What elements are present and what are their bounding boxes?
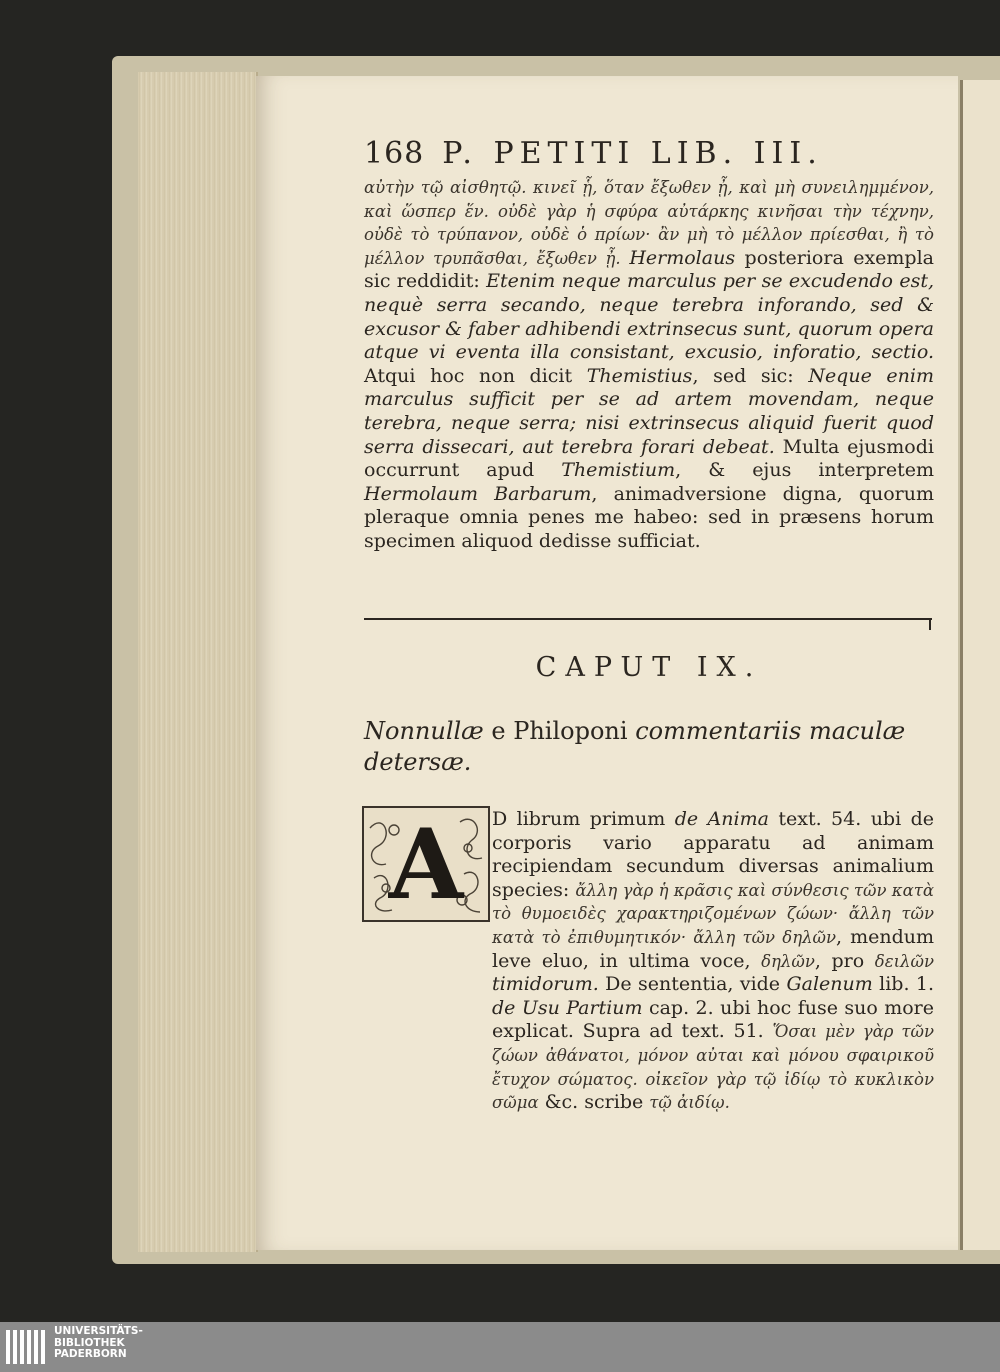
running-head (364, 136, 884, 171)
library-name-line-1: UNIVERSITÄTS- (54, 1325, 143, 1337)
paragraph1-run-10: , & ejus interpretem (675, 459, 935, 482)
paragraph1-run-1: Hermolaus (629, 246, 736, 269)
initial-letter: A (388, 808, 464, 921)
paragraph2-run-5: δηλῶν (761, 951, 815, 971)
paragraph2-run-7: δειλῶν (874, 951, 934, 971)
chapter_heading-run-2: commentariis maculæ detersæ. (364, 717, 906, 776)
paragraph-1 (364, 176, 934, 554)
paragraph2-run-3: ἄλλη γὰρ ἡ κρᾶσις καὶ σύνθεσις τῶν κατὰ τὸ θυμοειδὲς χαρακτηριζομένων ζώων· ἄλλη τῶν κατὰ τὸ ἐπιθυμητικόν· ἄλλη τῶν δηλῶν (492, 880, 935, 947)
library-name-line-3: PADERBORN (54, 1348, 127, 1360)
paragraph-2 (364, 808, 934, 1115)
paragraph2-run-2: text. 54. ubi de corporis vario apparatu ad animam recipiendam secundum diversas animalium species: (492, 808, 934, 901)
chapter_heading-run-1: e Philoponi (483, 717, 636, 745)
chapter-heading (364, 716, 934, 778)
paragraph1-run-9: Themistium (561, 459, 676, 482)
library-name-line-2: BIBLIOTHEK (54, 1336, 125, 1349)
paragraph2-run-4: , mendum leve eluo, in ultima voce, (492, 925, 934, 972)
paragraph2-run-6: , pro (814, 949, 875, 972)
paragraph2-run-15: Ὅσαι μὲν γὰρ τῶν ζώων ἀθάνατοι, μόνον αὐται καὶ μόνου σφαιρικοῦ ἔτυχον σώματος. οἰκεῖον γὰρ τῷ ἰδίῳ τὸ κυκλικὸν σῶμα (492, 1022, 934, 1113)
paragraph2-run-12: lib. 1. (872, 973, 935, 996)
section-rule (364, 618, 932, 620)
paragraph1-run-4: Atqui hoc non dicit (364, 364, 587, 387)
library-footer (0, 1322, 1000, 1372)
paragraph2-run-17: τῷ ἀιδίῳ. (649, 1093, 730, 1113)
paragraph1-run-5: Themistius (586, 364, 693, 387)
paragraph1-run-6: , sed sic: (692, 364, 809, 387)
paragraph1-run-8: Multa ejusmodi occurrunt apud (364, 435, 934, 482)
paragraph2-run-1: de Anima (674, 808, 769, 830)
paragraph1-run-0: αὐτὴν τῷ αἰσθητῷ. κινεῖ ᾗ, ὅταν ἔξωθεν ᾖ, καὶ μὴ συνειλημμένον, καὶ ὥσπερ ἕν. οὐδὲ γὰρ ἡ σφύρα αὐτάρκης κινῆσαι τὴν τέχνην, οὐδὲ τὸ τρύπανον, οὐδὲ ὁ πρίων· ἂν μὴ τὸ μέλλον πρίεσθαι, ἢ τὸ μέλλον τρυπᾶσθαι, ἔξωθεν ᾖ. (364, 178, 934, 268)
paragraph2-run-11: Galenum (786, 973, 873, 996)
paragraph1-run-3: Etenim neque marculus per se excudendo est, nequè serra secando, neque terebra inforando, sed & excusor & faber adhibendi extrinsecus sunt, quorum opera atque vi eventa illa consistant, excusio, inforatio, sectio. (364, 270, 934, 364)
library-name (54, 1326, 143, 1361)
adjacent-page (960, 80, 1000, 1250)
page-number: 168 (364, 136, 425, 171)
paragraph1-run-12: , animadversione digna, quorum pleraque omnia penes me habeo: sed in præsens horum specimen aliquod dedisse sufficiat. (364, 482, 935, 552)
paragraph2-run-14: cap. 2. ubi hoc fuse suo more explicat. Supra ad text. 51. (492, 996, 935, 1043)
chapter-title: CAPUT IX. (535, 652, 763, 683)
library-logo-icon (4, 1324, 48, 1370)
paragraph1-run-7: Neque enim marculus sufficit per se ad artem movendam, neque terebra, neque serra; nisi extrinsecus aliquid fuerit quod serra dissecari, aut terebra forari debeat. (364, 364, 934, 458)
running-title: P. PETITI LIB. III. (442, 136, 823, 171)
paragraph2-run-9: timidorum. (492, 973, 599, 996)
paragraph2-run-16: &c. scribe (538, 1091, 650, 1114)
section-rule-end (929, 618, 931, 630)
paragraph1-run-2: posteriora exempla sic reddidit: (364, 246, 935, 293)
paragraph2-run-10: De sententia, vide (598, 973, 787, 996)
page-edges (138, 72, 258, 1252)
paragraph2-run-0: D librum primum (492, 808, 675, 830)
paragraph1-run-11: Hermolaum Barbarum (364, 482, 592, 505)
paragraph2-run-13: de Usu Partium (492, 996, 643, 1019)
chapter_heading-run-0: Nonnullæ (364, 717, 484, 745)
